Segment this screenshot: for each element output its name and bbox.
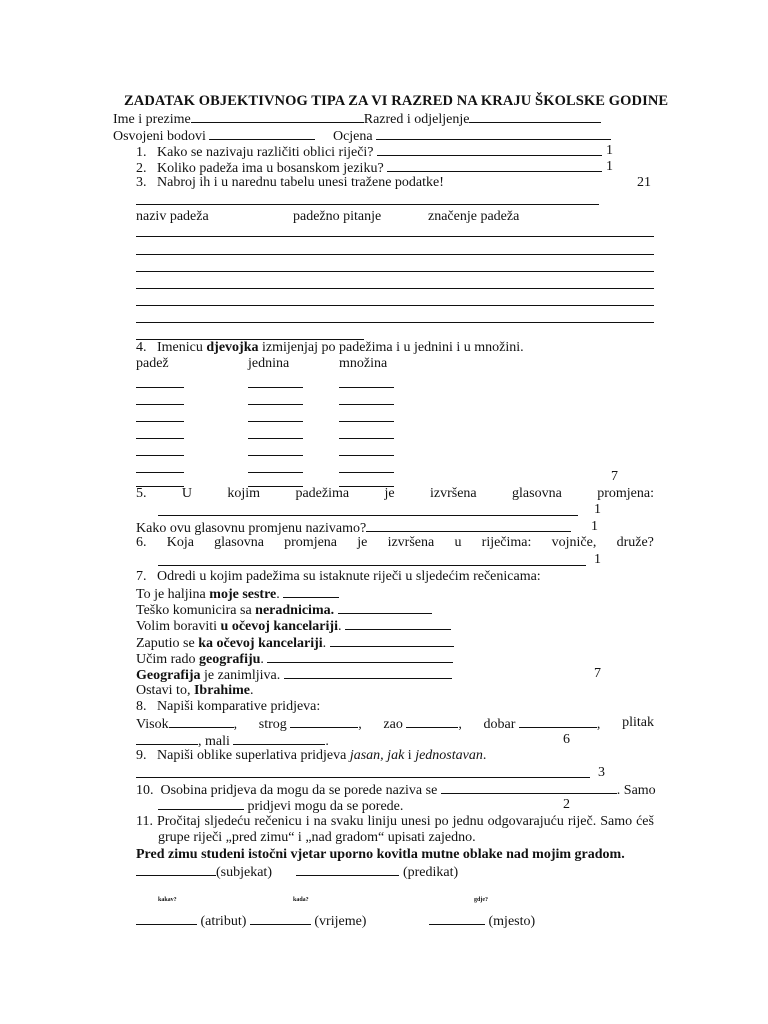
question-3-text: 3. Nabroj ih i u narednu tabelu unesi tražene podatke! — [136, 175, 444, 190]
q6-word: je — [357, 535, 368, 550]
q6-word: Koja — [166, 535, 194, 550]
sentence-7-end: . — [249, 683, 254, 698]
sentence-5-text: Učim rado — [136, 652, 199, 667]
sentence-6-text: je zanimljiva. — [200, 668, 281, 683]
q11-word: ćeš — [636, 814, 654, 829]
answer-10-field[interactable] — [441, 781, 617, 794]
q5-word: U — [181, 486, 193, 501]
singular-field[interactable] — [248, 455, 303, 456]
question-6-points: 1 — [594, 552, 601, 567]
table-header-case-name: naziv padeža — [136, 209, 209, 224]
question-10-points: 2 — [563, 797, 570, 812]
question-4-text-post: izmijenjaj po padežima i u jednini i u množini. — [258, 340, 524, 355]
question-9-adjectives: jasan, jak — [349, 748, 405, 763]
question-9-text: 9. Napiši oblike superlativa pridjeva — [136, 748, 350, 763]
sentence-1-text: To je haljina — [136, 587, 210, 602]
answer-10b-field[interactable] — [158, 797, 244, 810]
q11-word: odgovarajuću — [487, 814, 564, 829]
q11-word: unesi — [401, 814, 431, 829]
q11-word: po — [434, 814, 449, 829]
table-line[interactable] — [136, 236, 654, 237]
q6-word: 6. — [136, 535, 147, 550]
question-6-text — [136, 535, 654, 551]
plural-field[interactable] — [339, 404, 394, 405]
question-4-text-pre: Imenicu — [157, 340, 207, 355]
q11-word: na — [313, 814, 327, 829]
sentence-7-highlight: Ibrahime — [193, 683, 250, 698]
q5-word: glasovna — [512, 486, 562, 501]
sentence-3-end: . — [337, 619, 342, 634]
adjective-strog: strog — [258, 717, 287, 732]
question-4-noun: djevojka — [206, 340, 259, 355]
case-field[interactable] — [136, 421, 184, 422]
question-8-text: 8. Napiši komparative pridjeva: — [136, 699, 321, 714]
question-2-text: 2. Koliko padeža ima u bosanskom jeziku? — [136, 161, 384, 176]
table-header-case-meaning: značenje padeža — [428, 209, 520, 224]
q11-word: 11. — [136, 814, 153, 829]
comparative-field[interactable] — [519, 715, 597, 728]
plural-field[interactable] — [339, 472, 394, 473]
plural-field[interactable] — [339, 421, 394, 422]
q11-word: Pročitaj — [156, 814, 201, 829]
adjective-dobar: dobar — [483, 717, 516, 732]
sentence-3-highlight: u očevoj kancelariji — [220, 619, 338, 634]
q6-word: glasovna — [214, 535, 264, 550]
subject-field[interactable] — [136, 863, 216, 876]
time-label: (vrijeme) — [314, 914, 367, 929]
q5-word: 5. — [136, 486, 147, 501]
question-4 — [136, 340, 524, 356]
singular-field[interactable] — [248, 421, 303, 422]
q11-word: svaku — [330, 814, 364, 829]
answer-5-sub-field[interactable] — [366, 519, 571, 532]
q11-word: sljedeću — [204, 814, 251, 829]
q6-word: druže? — [616, 535, 654, 550]
grade-field[interactable] — [376, 127, 611, 140]
q6-word: izvršena — [387, 535, 435, 550]
class-label: Razred i odjeljenje — [363, 112, 470, 127]
analysis-sentence: Pred zimu studeni istočni vjetar uporno kovitla mutne oblake nad mojim gradom. — [136, 847, 625, 862]
attribute-label: (atribut) — [200, 914, 247, 929]
sentence-4-text: Zaputio se — [136, 636, 199, 651]
singular-field[interactable] — [248, 387, 303, 388]
q11-word: jednu — [452, 814, 484, 829]
case-field[interactable] — [136, 455, 184, 456]
question-11-line2: grupe riječi „pred zimu“ i „nad gradom“ upisati zajedno. — [158, 830, 476, 845]
time-field[interactable] — [250, 912, 311, 925]
question-10-line2 — [158, 797, 403, 815]
table-line[interactable] — [136, 271, 654, 272]
case-field[interactable] — [136, 387, 184, 388]
q11-word: liniju — [367, 814, 398, 829]
sentence-1-highlight: moje sestre — [209, 587, 277, 602]
answer-5-line[interactable] — [158, 515, 578, 516]
case-field[interactable] — [136, 438, 184, 439]
q11-word: Samo — [600, 814, 633, 829]
question-5-sub-points: 1 — [591, 519, 598, 534]
answer-9-line[interactable] — [136, 777, 590, 778]
question-10-samo: . Samo — [616, 783, 656, 798]
table-header-case-question: padežno pitanje — [293, 209, 382, 224]
table-line[interactable] — [136, 288, 654, 289]
table-line[interactable] — [136, 254, 654, 255]
answer-3-line[interactable] — [136, 204, 599, 205]
case-field[interactable] — [136, 404, 184, 405]
question-9-adjective: jednostavan — [415, 748, 483, 763]
predicate-label: (predikat) — [402, 865, 459, 880]
plural-field[interactable] — [339, 455, 394, 456]
q6-word: riječima: — [481, 535, 532, 550]
comparative-field[interactable] — [169, 715, 234, 728]
singular-field[interactable] — [248, 438, 303, 439]
sentence-7 — [136, 683, 253, 699]
declension-header-singular: jednina — [248, 356, 290, 371]
question-11-text — [136, 814, 654, 830]
question-5-text — [136, 486, 654, 502]
q6-word: u — [454, 535, 462, 550]
sentence-1-field[interactable] — [283, 585, 339, 598]
sentence-4-end: . — [322, 636, 327, 651]
q6-word: vojniče, — [551, 535, 597, 550]
plural-field[interactable] — [339, 387, 394, 388]
sentence-2-field[interactable] — [338, 601, 432, 614]
sentence-5-end: . — [260, 652, 264, 667]
subject-label: (subjekat) — [216, 865, 272, 880]
table-line[interactable] — [136, 305, 654, 306]
question-7-points: 7 — [594, 666, 601, 681]
question-8-points: 6 — [563, 732, 570, 747]
table-line[interactable] — [136, 322, 654, 323]
sentence-2-highlight: neradnicima. — [255, 603, 335, 618]
q6-word: promjena — [284, 535, 338, 550]
comparative-row-2: , mali . — [136, 732, 329, 750]
comparative-field[interactable] — [290, 715, 358, 728]
sentence-5-highlight: geografiju — [198, 652, 261, 667]
answer-2-field[interactable] — [387, 159, 602, 172]
question-9-conj: i — [404, 748, 416, 763]
question-7-text: 7. Odredi u kojim padežima su istaknute riječi u sljedećim rečenicama: — [136, 569, 541, 584]
hint-kada: kada? — [293, 897, 309, 903]
declension-header-case: padež — [136, 356, 169, 371]
q11-word: i — [305, 814, 310, 829]
sentence-5-field[interactable] — [267, 650, 453, 663]
sentence-6-highlight: Geografija — [136, 668, 201, 683]
question-5-sub-text: Kako ovu glasovnu promjenu nazivamo? — [136, 521, 367, 536]
question-4-points: 7 — [611, 469, 618, 484]
case-field[interactable] — [136, 472, 184, 473]
name-row — [113, 110, 601, 128]
adjective-plitak: plitak — [622, 715, 654, 730]
place-field[interactable] — [429, 912, 485, 925]
attribute-row — [136, 912, 366, 930]
q5-word: kojim — [227, 486, 261, 501]
adjective-visok: Visok — [136, 717, 169, 732]
adjective-mali: mali — [205, 734, 230, 749]
sentence-6 — [136, 666, 452, 684]
question-5-points: 1 — [594, 502, 601, 517]
question-10-text: 10. Osobina pridjeva da mogu da se porede naziva se — [136, 783, 438, 798]
sentence-3-field[interactable] — [345, 617, 451, 630]
sentence-4-highlight: ka očevoj kancelariji — [198, 636, 323, 651]
question-3-points: 21 — [637, 175, 651, 190]
grade-label: Ocjena — [332, 129, 373, 144]
singular-field[interactable] — [248, 404, 303, 405]
attribute-field[interactable] — [136, 912, 197, 925]
place-label: (mjesto) — [488, 914, 536, 929]
q11-word: riječ. — [567, 814, 597, 829]
subject-predicate-row — [136, 863, 458, 881]
page-title: ZADATAK OBJEKTIVNOG TIPA ZA VI RAZRED NA KRAJU ŠKOLSKE GODINE — [124, 93, 669, 109]
question-9-end: . — [482, 748, 487, 763]
comparative-field[interactable] — [233, 732, 325, 745]
question-2-points: 1 — [606, 159, 613, 174]
adjective-zao: zao — [383, 717, 403, 732]
comparative-field[interactable] — [136, 732, 198, 745]
points-field[interactable] — [209, 127, 315, 140]
q5-word: promjena: — [597, 486, 654, 501]
hint-kakav: kakav? — [158, 897, 177, 903]
name-field[interactable] — [191, 110, 364, 123]
q5-word: izvršena — [430, 486, 477, 501]
comparative-row: Visok , strog , zao , dobar , plitak — [136, 715, 654, 732]
answer-1-field[interactable] — [377, 143, 602, 156]
name-label: Ime i prezime — [113, 112, 191, 127]
sentence-2-text: Teško komunicira sa — [136, 603, 256, 618]
sentence-7-text: Ostavi to, — [136, 683, 194, 698]
answer-6-line[interactable] — [158, 565, 586, 566]
class-field[interactable] — [469, 110, 601, 123]
q5-word: je — [384, 486, 395, 501]
plural-field[interactable] — [339, 438, 394, 439]
q11-word: rečenicu — [254, 814, 302, 829]
sentence-3 — [136, 617, 451, 635]
predicate-field[interactable] — [296, 863, 399, 876]
q5-word: padežima — [295, 486, 350, 501]
declension-header-plural: množina — [339, 356, 388, 371]
question-1-points: 1 — [606, 143, 613, 158]
sentence-4-field[interactable] — [330, 634, 454, 647]
question-9 — [136, 748, 486, 764]
question-1-text: 1. Kako se nazivaju različiti oblici riječi? — [136, 145, 374, 160]
points-label: Osvojeni bodovi — [113, 129, 206, 144]
question-4-number: 4. — [136, 340, 147, 355]
question-10-line2-text: pridjevi mogu da se porede. — [244, 799, 404, 814]
comparative-field[interactable] — [406, 715, 458, 728]
singular-field[interactable] — [248, 472, 303, 473]
hint-gdje: gdje? — [474, 897, 488, 903]
place-row — [429, 912, 535, 930]
sentence-6-field[interactable] — [284, 666, 452, 679]
question-9-points: 3 — [598, 765, 605, 780]
sentence-3-text: Volim boraviti — [136, 619, 221, 634]
sentence-1-end: . — [276, 587, 280, 602]
